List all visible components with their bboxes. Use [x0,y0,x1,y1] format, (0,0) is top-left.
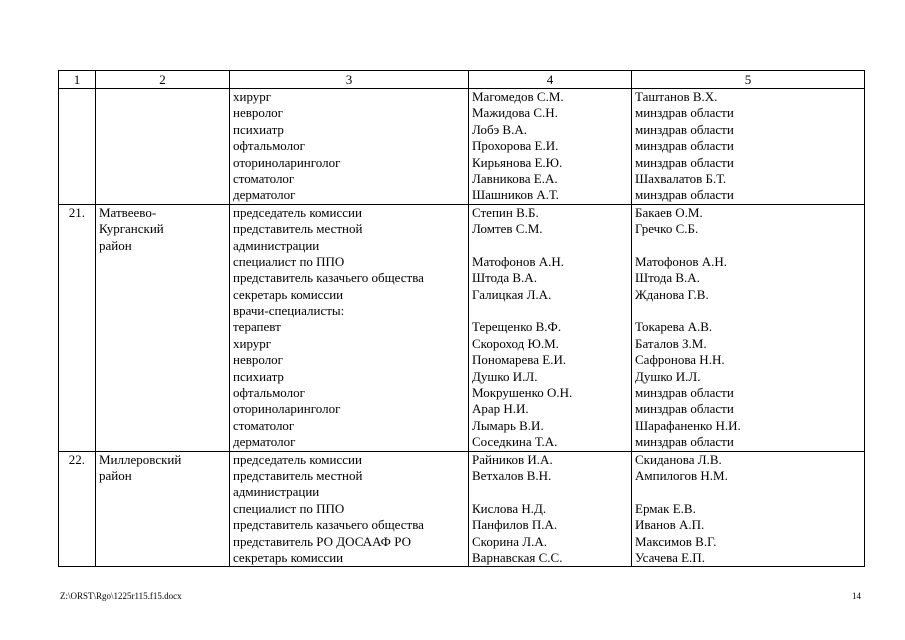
role-line: администрации [233,484,320,500]
role-line: председатель комиссии [233,204,362,220]
member-name: Мажидова С.Н. [472,105,558,121]
column-number: 4 [469,71,632,89]
district-cell [96,204,230,451]
role-line: невролог [233,105,284,121]
role-line: специалист по ППО [233,500,345,516]
reserve-name: Матофонов А.Н. [635,253,728,269]
role-line: секретарь комиссии [233,549,344,565]
reserve-name: минздрав области [635,187,734,203]
reserve-name [635,484,861,500]
file-path: Z:\ORST\Rgo\1225r115.f15.docx [60,591,182,601]
member-name: Прохорова Е.И. [472,138,559,154]
role-line: офтальмолог [233,385,305,401]
reserve-name: Сафронова Н.Н. [635,352,725,368]
reserve-name: минздрав области [635,385,734,401]
member-name: Кирьянова Е.Ю. [472,154,563,170]
reserve-name: минздрав области [635,401,734,417]
reserve-name: Бакаев О.М. [635,204,703,220]
member-name: Ветхалов В.Н. [472,467,552,483]
role-line: представитель местной [233,221,363,237]
district-line: район [99,467,132,483]
member-name: Терещенко В.Ф. [472,319,562,335]
role-line: дерматолог [233,187,296,203]
reserve-name: Максимов В.Г. [635,533,717,549]
member-name: Шашников А.Т. [472,187,559,203]
role-line: стоматолог [233,417,295,433]
role-line: терапевт [233,319,281,335]
role-line: дерматолог [233,434,296,450]
reserve-name: Шарафаненко Н.И. [635,417,741,433]
district-line: Матвеево- [99,204,157,220]
member-cell [469,89,632,205]
member-name: Скорина Л.А. [472,533,547,549]
reserve-name [635,238,861,254]
role-line: представитель казачьего общества [233,270,424,286]
district-line: Курганский [99,221,164,237]
member-name: Мокрушенко О.Н. [472,385,573,401]
member-name: Лавникова Е.А. [472,170,558,186]
reserve-name: Гречко С.Б. [635,221,699,237]
district-line: Миллеровский [99,451,182,467]
role-line: врачи-специалисты: [233,303,345,319]
member-name [472,238,628,254]
reserve-name: Баталов З.М. [635,335,707,351]
member-name: Магомедов С.М. [472,89,564,104]
column-number-row [59,71,865,89]
role-cell [230,89,469,205]
page-number: 14 [852,591,861,601]
role-line: специалист по ППО [233,253,345,269]
row-number [59,89,96,205]
member-name: Душко И.Л. [472,368,538,384]
member-name [472,303,628,319]
reserve-cell [632,89,865,205]
reserve-name: Таштанов В.Х. [635,89,718,104]
district-line: район [99,237,132,253]
role-line: секретарь комиссии [233,286,344,302]
commission-table [58,70,865,567]
member-name: Пономарева Е.И. [472,352,567,368]
role-line: председатель комиссии [233,451,362,467]
role-line: психиатр [233,121,284,137]
district-cell [96,89,230,205]
member-name: Штода В.А. [472,270,537,286]
member-name: Райников И.А. [472,451,553,467]
role-line: администрации [233,237,320,253]
member-name: Лобэ В.А. [472,121,527,137]
member-name: Матофонов А.Н. [472,253,565,269]
member-name [472,484,628,500]
role-line: психиатр [233,368,284,384]
district-cell [96,451,230,567]
member-name: Степин В.Б. [472,204,539,220]
member-name: Соседкина Т.А. [472,434,558,450]
role-line: оториноларинголог [233,154,341,170]
member-cell [469,451,632,567]
role-cell [230,204,469,451]
reserve-name: Жданова Г.В. [635,286,709,302]
reserve-name: Усачева Е.П. [635,549,705,565]
member-name: Ломтев С.М. [472,221,543,237]
member-cell [469,204,632,451]
role-line: хирург [233,89,272,104]
reserve-name: минздрав области [635,121,734,137]
role-line: представитель казачьего общества [233,517,424,533]
reserve-name: Душко И.Л. [635,368,701,384]
column-number: 1 [59,71,96,89]
role-line: стоматолог [233,170,295,186]
role-line: оториноларинголог [233,401,341,417]
member-name: Варнавская С.С. [472,549,563,565]
column-number: 3 [230,71,469,89]
member-name: Лымарь В.И. [472,417,544,433]
row-number: 22. [59,451,96,567]
role-cell [230,451,469,567]
reserve-name: минздрав области [635,138,734,154]
table-row [59,204,865,451]
row-number: 21. [59,204,96,451]
reserve-name [635,303,861,319]
member-name: Галицкая Л.А. [472,286,552,302]
role-line: невролог [233,352,284,368]
reserve-name: Скиданова Л.В. [635,451,722,467]
reserve-name: Шахвалатов Б.Т. [635,170,727,186]
member-name: Кислова Н.Д. [472,500,547,516]
member-name: Арар Н.И. [472,401,529,417]
role-line: хирург [233,335,272,351]
reserve-name: минздрав области [635,105,734,121]
reserve-name: Ермак Е.В. [635,500,696,516]
table-row [59,451,865,567]
table-row [59,89,865,205]
reserve-name: Иванов А.П. [635,517,705,533]
reserve-cell [632,204,865,451]
column-number: 2 [96,71,230,89]
reserve-name: Токарева А.В. [635,319,713,335]
member-name: Панфилов П.А. [472,517,558,533]
role-line: представитель РО ДОСААФ РО [233,533,411,549]
column-number: 5 [632,71,865,89]
reserve-cell [632,451,865,567]
reserve-name: минздрав области [635,154,734,170]
reserve-name: минздрав области [635,434,734,450]
reserve-name: Ампилогов Н.М. [635,467,728,483]
role-line: представитель местной [233,467,363,483]
role-line: офтальмолог [233,138,305,154]
member-name: Скороход Ю.М. [472,335,559,351]
reserve-name: Штода В.А. [635,270,700,286]
